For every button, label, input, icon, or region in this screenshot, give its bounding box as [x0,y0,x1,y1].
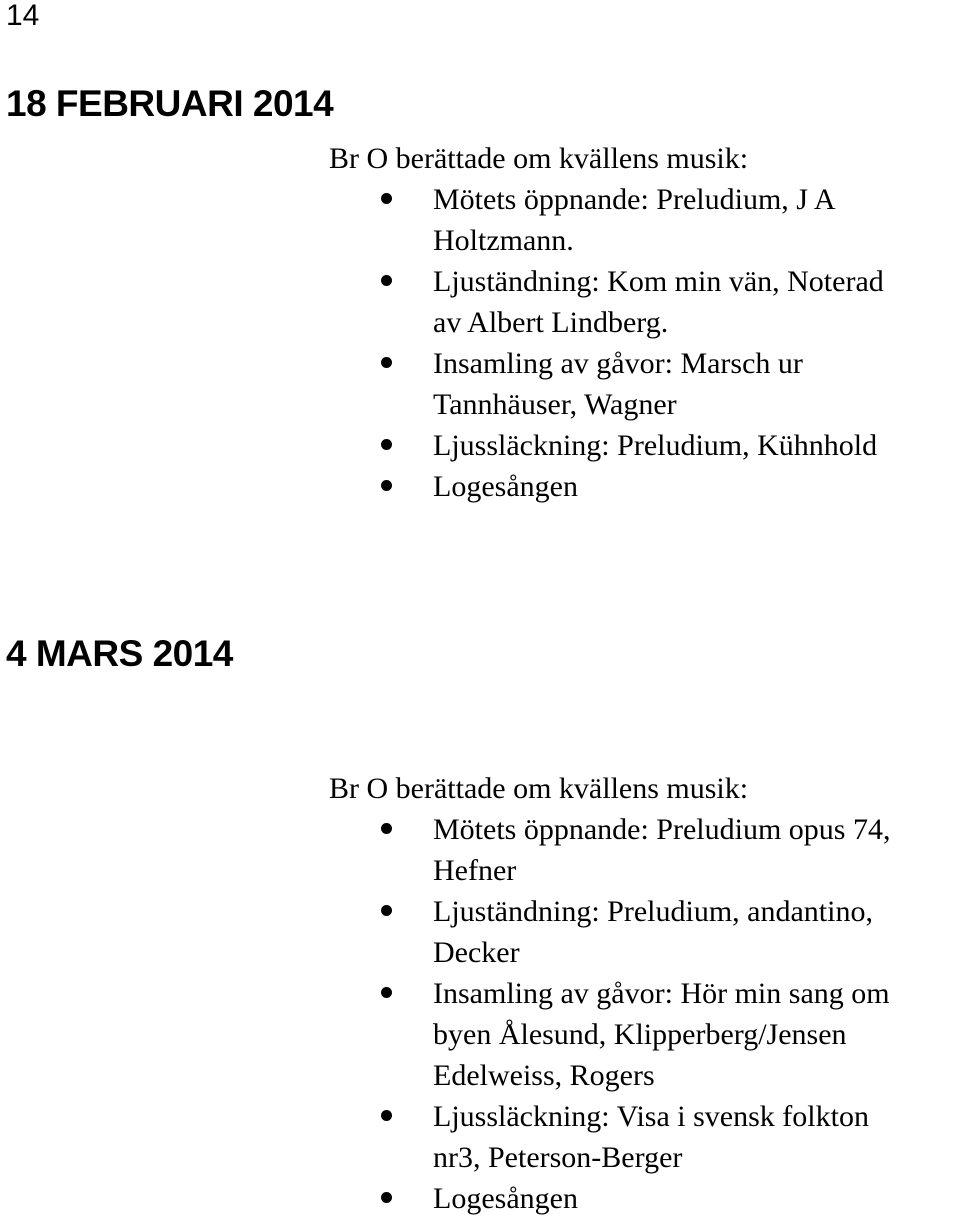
item-line: Tannhäuser, Wagner [433,388,677,421]
item-line: Ljuständning: Preludium, andantino, [433,895,873,928]
bullet-icon [381,275,392,286]
item-line: nr3, Peterson-Berger [433,1141,683,1174]
music-section-february [329,138,959,507]
list-item [329,1178,959,1219]
bullet-icon [381,1192,392,1203]
bullet-icon [381,439,392,450]
bullet-icon [381,823,392,834]
list-item [329,973,959,1096]
bullet-icon [381,357,392,368]
item-line: Hefner [433,854,517,887]
bullet-icon [381,1110,392,1121]
item-line: Mötets öppnande: Preludium opus 74, [433,813,891,846]
page-number: 14 [6,0,40,32]
item-line: Ljussläckning: Preludium, Kühnhold [433,429,878,462]
item-line: Logesången [433,470,578,503]
bullet-icon [381,193,392,204]
music-section-march [329,768,959,1219]
item-line: Edelweiss, Rogers [433,1059,655,1092]
item-line: Holtzmann. [433,224,574,257]
list-item [329,425,959,466]
music-list [329,809,959,1219]
list-item [329,343,959,425]
item-line: Insamling av gåvor: Hör min sang om [433,977,890,1010]
section-intro: Br O berättade om kvällens musik: [329,772,749,805]
bullet-icon [381,480,392,491]
list-item [329,809,959,891]
date-heading-march: 4 MARS 2014 [6,633,233,674]
item-line: Decker [433,936,520,969]
list-item [329,261,959,343]
music-list [329,179,959,507]
bullet-icon [381,987,392,998]
date-heading-february: 18 FEBRUARI 2014 [6,83,334,124]
list-item [329,891,959,973]
item-line: Insamling av gåvor: Marsch ur [433,347,803,380]
list-item [329,1096,959,1178]
item-line: Ljuständning: Kom min vän, Noterad [433,265,884,298]
item-line: byen Ålesund, Klipperberg/Jensen [433,1018,847,1051]
item-line: Mötets öppnande: Preludium, J A [433,183,836,216]
bullet-icon [381,905,392,916]
item-line: av Albert Lindberg. [433,306,669,339]
list-item [329,466,959,507]
section-intro: Br O berättade om kvällens musik: [329,142,749,175]
item-line: Logesången [433,1182,578,1215]
list-item [329,179,959,261]
item-line: Ljussläckning: Visa i svensk folkton [433,1100,869,1133]
